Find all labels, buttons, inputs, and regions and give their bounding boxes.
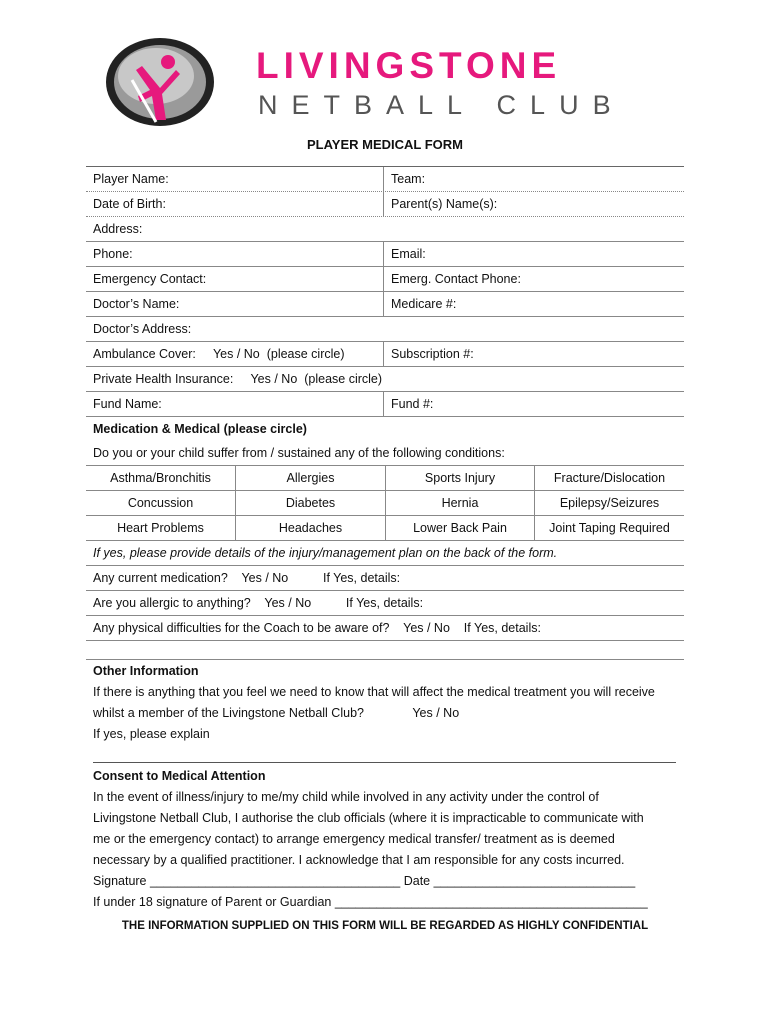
conditions-question: Do you or your child suffer from / sustained any of the following conditions: — [93, 446, 505, 460]
fund-number-field[interactable]: Fund #: — [391, 397, 434, 411]
other-information-heading: Other Information — [93, 664, 199, 678]
guardian-signature-field[interactable]: If under 18 signature of Parent or Guardian _____________________________________________ — [93, 895, 648, 909]
condition-option[interactable]: Concussion — [86, 491, 236, 516]
condition-option[interactable]: Asthma/Bronchitis — [86, 466, 236, 491]
page-title: PLAYER MEDICAL FORM — [306, 137, 463, 152]
explain-line[interactable] — [93, 762, 676, 763]
other-information-section — [93, 661, 683, 745]
team-field[interactable]: Team: — [391, 172, 426, 186]
emergency-phone-field[interactable]: Emerg. Contact Phone: — [391, 272, 521, 286]
club-subtitle: NETBALL CLUB — [258, 90, 625, 120]
conditions-grid — [86, 466, 684, 541]
confidentiality-notice: THE INFORMATION SUPPLIED ON THIS FORM WILL BE REGARDED AS HIGHLY CONFIDENTIAL — [121, 920, 649, 932]
player-name-field[interactable]: Player Name: — [86, 167, 384, 191]
email-field[interactable]: Email: — [391, 247, 426, 261]
explain-prompt: If yes, please explain — [93, 727, 210, 741]
subscription-field[interactable]: Subscription #: — [391, 347, 474, 361]
condition-option[interactable]: Headaches — [236, 516, 386, 541]
ambulance-cover-field[interactable]: Ambulance Cover: Yes / No (please circle) — [86, 342, 384, 366]
physical-difficulties-field[interactable]: Any physical difficulties for the Coach to be aware of? Yes / No If Yes, details: — [93, 621, 541, 635]
divider — [86, 659, 684, 660]
doctor-address-field[interactable]: Doctor’s Address: — [93, 322, 192, 336]
injury-note: If yes, please provide details of the injury/management plan on the back of the form. — [93, 546, 558, 560]
consent-text: me or the emergency contact) to arrange emergency medical transfer/ treatment as is deemed — [93, 832, 615, 846]
other-information-text: If there is anything that you feel we need to know that will affect the medical treatment you will receive — [93, 685, 655, 699]
private-health-field[interactable]: Private Health Insurance: Yes / No (please circle) — [93, 372, 383, 386]
consent-heading: Consent to Medical Attention — [93, 769, 266, 783]
consent-section — [93, 766, 683, 913]
condition-option[interactable]: Hernia — [386, 491, 535, 516]
current-medication-field[interactable]: Any current medication? Yes / No If Yes, details: — [93, 571, 401, 585]
player-details-form — [86, 166, 684, 641]
netball-player-logo-icon — [104, 36, 216, 128]
consent-text: In the event of illness/injury to me/my child while involved in any activity under the control of — [93, 790, 599, 804]
fund-name-field[interactable]: Fund Name: — [86, 392, 384, 416]
condition-option[interactable]: Joint Taping Required — [535, 516, 684, 541]
phone-field[interactable]: Phone: — [86, 242, 384, 266]
condition-option[interactable]: Diabetes — [236, 491, 386, 516]
dob-field[interactable]: Date of Birth: — [86, 192, 384, 216]
emergency-contact-field[interactable]: Emergency Contact: — [86, 267, 384, 291]
medicare-field[interactable]: Medicare #: — [391, 297, 457, 311]
address-field[interactable]: Address: — [93, 222, 143, 236]
condition-option[interactable]: Heart Problems — [86, 516, 236, 541]
doctor-name-field[interactable]: Doctor’s Name: — [86, 292, 384, 316]
allergies-field[interactable]: Are you allergic to anything? Yes / No If Yes, details: — [93, 596, 424, 610]
condition-option[interactable]: Fracture/Dislocation — [535, 466, 684, 491]
consent-text: necessary by a qualified practitioner. I acknowledge that I am responsible for any costs incurred. — [93, 853, 625, 867]
club-name: LIVINGSTONE — [256, 45, 562, 86]
other-information-question[interactable]: whilst a member of the Livingstone Netball Club? Yes / No — [93, 706, 460, 720]
condition-option[interactable]: Sports Injury — [386, 466, 535, 491]
consent-text: Livingstone Netball Club, I authorise the club officials (where it is impracticable to communicate with — [93, 811, 644, 825]
condition-option[interactable]: Allergies — [236, 466, 386, 491]
medical-heading: Medication & Medical (please circle) — [93, 422, 307, 436]
signature-date-field[interactable]: Signature ____________________________________ Date _____________________________ — [93, 874, 636, 888]
condition-option[interactable]: Epilepsy/Seizures — [535, 491, 684, 516]
condition-option[interactable]: Lower Back Pain — [386, 516, 535, 541]
parents-field[interactable]: Parent(s) Name(s): — [391, 197, 498, 211]
